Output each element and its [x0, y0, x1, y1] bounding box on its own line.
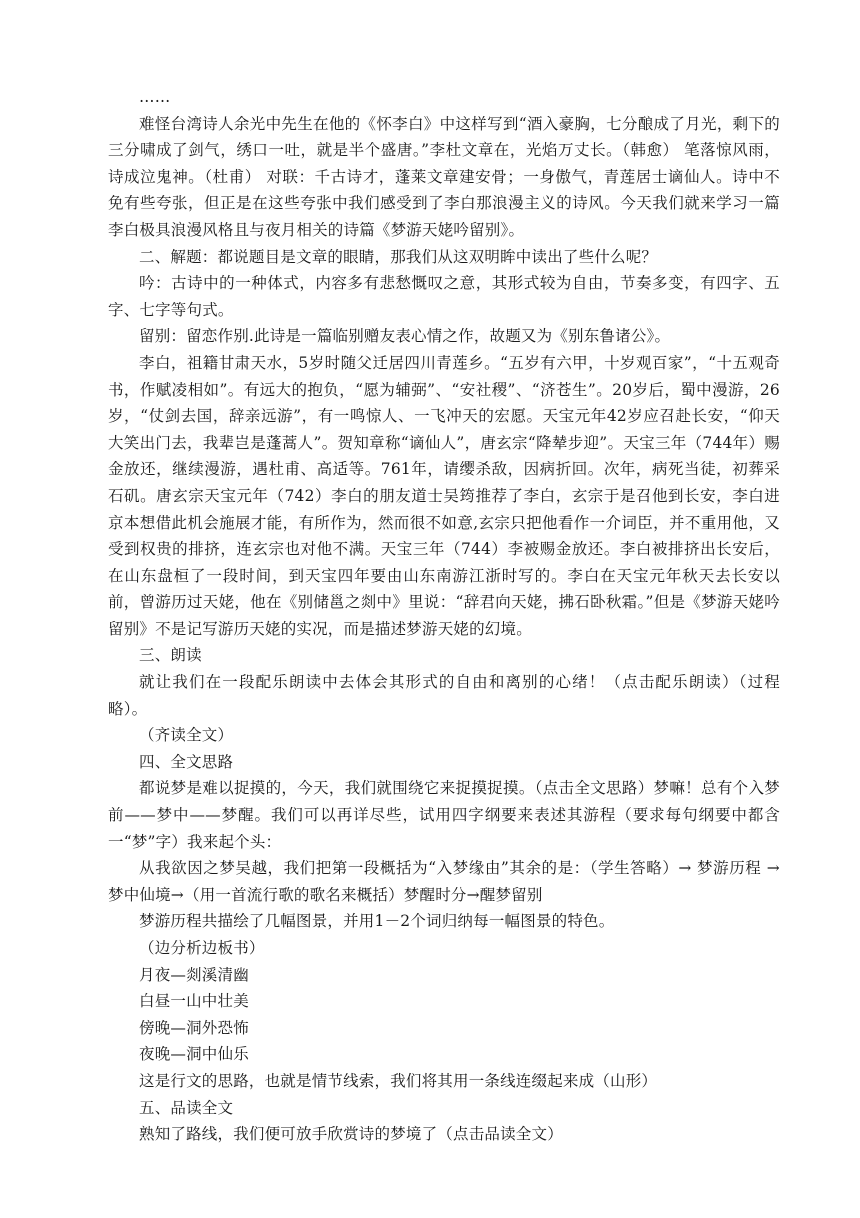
scenes-question: 梦游历程共描绘了几幅图景，并用1－2个词归纳每一幅图景的特色。 [139, 912, 615, 931]
document-page [108, 84, 780, 1148]
ellipsis-line: …… [139, 88, 171, 106]
yin-definition: 吟：古诗中的一种体式，内容多有悲愁慨叹之意，其形式较为自由，节奏多变，有四字、五字、七字等句式。 [108, 274, 780, 319]
structure-intro: 都说梦是难以捉摸的，今天，我们就围绕它来捉摸捉摸。（点击全文思路）梦嘛！总有个入梦前——梦中——梦醒。我们可以再详尽些，试用四字纲要来表述其游程（要求每句纲要中都含一“梦”字）我来起个头： [108, 779, 780, 851]
scene-item-2: 白昼一山中壮美 [139, 992, 249, 1011]
plot-line-summary: 这是行文的思路，也就是情节线索，我们将其用一条线连缀起来成（山形） [139, 1071, 658, 1090]
board-note: （边分析边板书） [139, 939, 265, 957]
section-heading-reading: 三、朗读 [139, 646, 202, 665]
structure-outline: 从我欲因之梦吴越，我们把第一段概括为“入梦缘由”其余的是：（学生答略）→ 梦游历程 →梦中仙境→（用一首流行歌的歌名来概括）梦醒时分→醒梦留别 [108, 859, 780, 904]
reading-instruction: 就让我们在一段配乐朗读中去体会其形式的自由和离别的心绪！（点击配乐朗读）（过程略）。 [108, 673, 780, 718]
scene-item-4: 夜晚—洞中仙乐 [139, 1045, 249, 1064]
scene-item-3: 傍晚—洞外恐怖 [139, 1018, 249, 1037]
li-bai-biography: 李白，祖籍甘肃天水，5岁时随父迁居四川青莲乡。“五岁有六甲，十岁观百家”，“十五观奇书，作赋凌相如”。有远大的抱负，“愿为辅弼”、“安社稷”、“济苍生”。20岁后，蜀中漫游，26岁，“仗剑去国，辞亲远游”，有一鸣惊人、一飞冲天的宏愿。天宝元年42岁应召赴长安，“仰天大笑出门去，我辈岂是蓬蒿人”。贺知章称“谪仙人”，唐玄宗“降辇步迎”。天宝三年（744年）赐金放还，继续漫游，遇杜甫、高适等。761年，请缨杀敌，因病折回。次年，病死当徒，初葬采石矶。唐玄宗天宝元年（742）李白的朋友道士吴筠推荐了李白，玄宗于是召他到长安，李白进京本想借此机会施展才能，有所作为，然而很不如意,玄宗只把他看作一介词臣，并不重用他，又受到权贵的排挤，连玄宗也对他不满。天宝三年（744）李被赐金放还。李白被排挤出长安后，在山东盘桓了一段时间，到天宝四年要由山东南游江浙时写的。李白在天宝元年秋天去长安以前，曾游历过天姥，他在《别储邕之剡中》里说：“辞君向天姥，拂石卧秋霜。”但是《梦游天姥吟留别》不是记写游历天姥的实况，而是描述梦游天姥的幻境。 [108, 353, 780, 638]
appreciation-intro: 熟知了路线，我们便可放手欣赏诗的梦境了（点击品读全文） [139, 1125, 563, 1144]
group-reading-note: （齐读全文） [139, 726, 234, 745]
scene-item-1: 月夜—剡溪清幽 [139, 965, 249, 984]
intro-paragraph: 难怪台湾诗人余光中先生在他的《怀李白》中这样写到“酒入豪胸，七分酿成了月光，剩下的三分啸成了剑气，绣口一吐，就是半个盛唐。”李杜文章在，光焰万丈长。（韩愈） 笔落惊风雨，诗成泣鬼神。（杜甫） 对联：千古诗才，蓬莱文章建安骨；一身傲气，青莲居士谪仙人。诗中不免有些夸张，但正是在这些夸张中我们感受到了李白那浪漫主义的诗风。今天我们就来学习一篇李白极具浪漫风格且与夜月相关的诗篇《梦游天姥吟留别》。 [108, 114, 780, 239]
section-heading-title-analysis: 二、解题：都说题目是文章的眼睛，那我们从这双明眸中读出了些什么呢？ [139, 247, 658, 266]
liubie-definition: 留别：留恋作别.此诗是一篇临别赠友表心情之作，故题又为《别东鲁诸公》。 [139, 327, 671, 346]
section-heading-appreciation: 五、品读全文 [139, 1098, 234, 1117]
section-heading-structure: 四、全文思路 [139, 752, 234, 771]
